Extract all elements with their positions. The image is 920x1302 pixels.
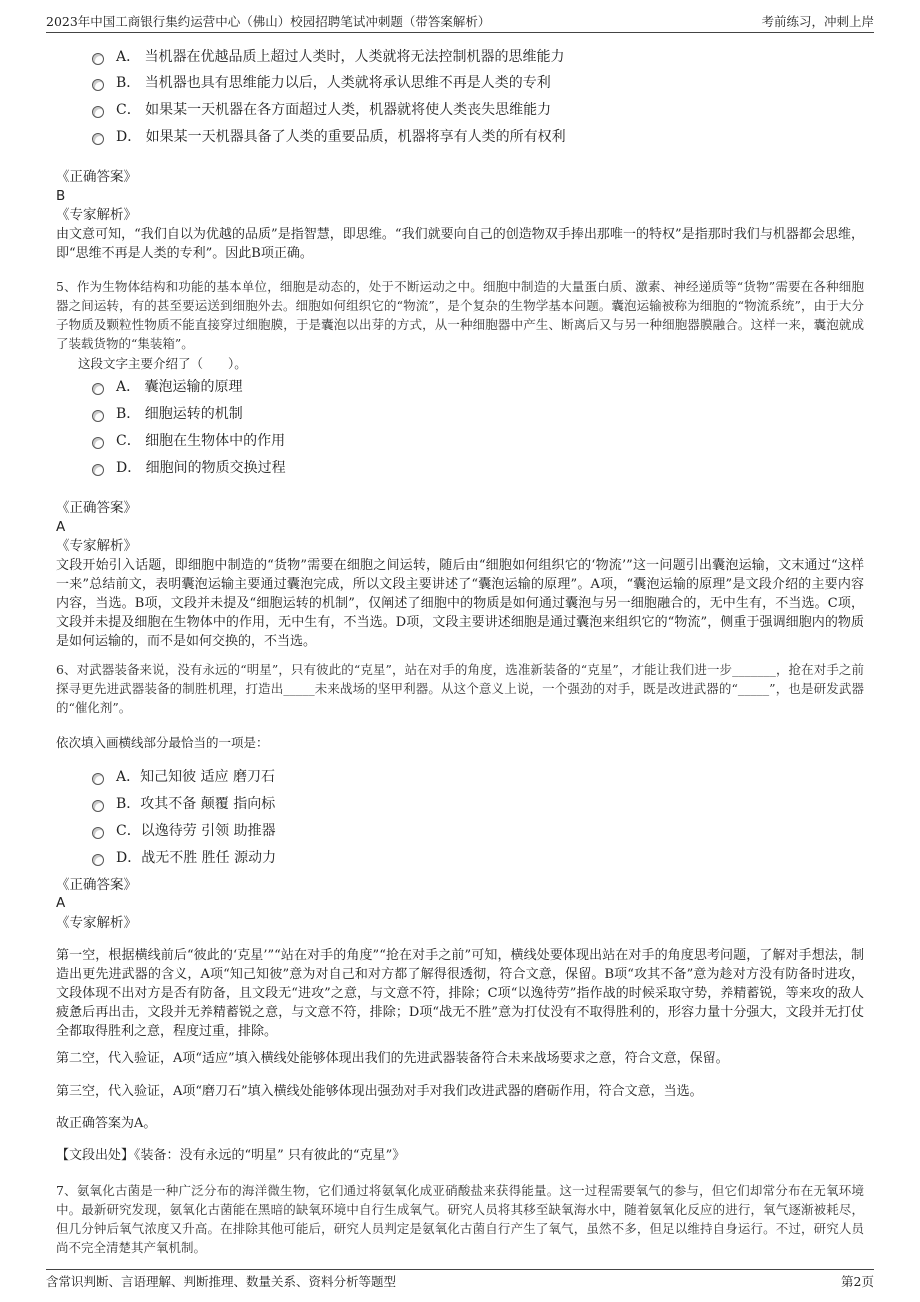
q6-analysis-p2: 第二空，代入验证，A项“适应”填入横线处能够体现出我们的先进武器装备符合未来战场要求之意，符合文意，保留。 <box>56 1051 729 1066</box>
q5-answer-label: 《正确答案》 <box>56 500 137 516</box>
q5-answer: A <box>56 519 66 535</box>
page-number: 第2页 <box>841 1274 874 1289</box>
radio-icon[interactable] <box>92 464 104 476</box>
radio-icon[interactable] <box>92 410 104 422</box>
q6-analysis-p3: 第三空，代入验证，A项“磨刀石”填入横线处能够体现出强劲对手对我们改进武器的磨砺作用，符合文意，当选。 <box>56 1084 703 1099</box>
q6-option-b[interactable]: B．攻其不备 颠覆 指向标 <box>92 793 275 813</box>
q4-answer-label: 《正确答案》 <box>56 169 137 185</box>
q4-option-d[interactable]: D． 如果某一天机器具备了人类的重要品质，机器将享有人类的所有权利 <box>92 126 566 146</box>
q6-question: 依次填入画横线部分最恰当的一项是： <box>56 735 269 750</box>
q5-stem: 5、作为生物体结构和功能的基本单位，细胞是动态的，处于不断运动之中。细胞中制造的大量蛋白质、激素、神经递质等“货物”需要在各种细胞器之间运转，有的甚至要运送到细胞外去。细胞如何组织它的“物流”，是个复杂的生物学基本问题。囊泡运输被称为细胞的“物流系统”，由于大分子物质及颗粒性物质不能直接穿过细胞膜，于是囊泡以出芽的方式，从一种细胞器中产生、断离后又与另一种细胞器膜融合。这样一来，囊泡就成了装载货物的“集装箱”。 <box>56 279 864 351</box>
q6-source: 【文段出处】《装备：没有永远的“明星” 只有彼此的“克星”》 <box>56 1148 406 1163</box>
page-header <box>46 8 874 33</box>
radio-icon[interactable] <box>92 773 104 785</box>
q6-option-a[interactable]: A．知己知彼 适应 磨刀石 <box>92 766 275 786</box>
radio-icon[interactable] <box>92 383 104 395</box>
q7-stem: 7、氨氧化古菌是一种广泛分布的海洋微生物，它们通过将氨氧化成亚硝酸盐来获得能量。这一过程需要氧气的参与，但它们却常分布在无氧环境中。最新研究发现，氨氧化古菌能在黑暗的缺氧环境中自行生成氧气。研究人员将其移至缺氧海水中，随着氨氧化反应的进行，氧气逐渐被耗尽，但几分钟后氧气浓度又升高。在排除其他可能后，研究人员判定是氨氧化古菌自行产生了氧气，虽然不多，但足以维持自身运行。不过，研究人员尚不完全清楚其产氧机制。 <box>56 1183 864 1255</box>
q6-option-c[interactable]: C．以逸待劳 引领 助推器 <box>92 820 276 840</box>
q4-analysis-label: 《专家解析》 <box>56 207 137 223</box>
radio-icon[interactable] <box>92 854 104 866</box>
q6-analysis-p4: 故正确答案为A。 <box>56 1116 157 1131</box>
q6-answer-label: 《正确答案》 <box>56 877 137 893</box>
header-slogan: 考前练习，冲刺上岸 <box>761 14 874 29</box>
q6-analysis-p1: 第一空，根据横线前后“彼此的‘克星’”“站在对手的角度”“抢在对手之前”可知，横线处要体现出站在对手的角度思考问题，了解对手想法，制造出更先进武器的含义，A项“知己知彼”意为对自己和对方都了解得很透彻，符合文意，保留。B项“攻其不备”意为趁对方没有防备时进攻，文段体现不出对方是否有防备，且文段无“进攻”之意，与文意不符，排除；C项“以逸待劳”指作战的时候采取守势，养精蓄锐，等来攻的敌人疲惫后再出击，文段并无养精蓄锐之意，与文意不符，排除；D项“战无不胜”意为打仗没有不取得胜利的，形容力量十分强大，文段并无打仗全都取得胜利之意，程度过重，排除。 <box>56 948 864 1039</box>
header-title: 2023年中国工商银行集约运营中心（佛山）校园招聘笔试冲刺题（带答案解析） <box>46 14 491 29</box>
q5-analysis: 文段开始引入话题，即细胞中制造的“货物”需要在细胞之间运转，随后由“细胞如何组织它的‘物流’”这一问题引出囊泡运输，文末通过“这样一来”总结前文，表明囊泡运输主要通过囊泡完成，所以文段主要讲述了“囊泡运输的原理”。A项，“囊泡运输的原理”是文段介绍的主要内容内容，当选。B项，文段并未提及“细胞运转的机制”，仅阐述了细胞中的物质是如何通过囊泡与另一细胞融合的，无中生有，不当选。C项，文段并未提及细胞在生物体中的作用，无中生有，不当选。D项，文段主要讲述细胞是通过囊泡来组织它的“物流”，侧重于强调细胞内的物质是如何运输的，而不是如何交换的，不当选。 <box>56 558 864 649</box>
q6-answer: A <box>56 895 66 911</box>
q4-option-a[interactable]: A． 当机器在优越品质上超过人类时，人类就将无法控制机器的思维能力 <box>92 46 565 66</box>
radio-icon[interactable] <box>92 800 104 812</box>
q5-analysis-label: 《专家解析》 <box>56 538 137 554</box>
q5-option-a[interactable]: A． 囊泡运输的原理 <box>92 376 243 396</box>
q4-option-c[interactable]: C． 如果某一天机器在各方面超过人类，机器就将使人类丧失思维能力 <box>92 99 551 119</box>
footer-note: 含常识判断、言语理解、判断推理、数量关系、资料分析等题型 <box>46 1274 397 1289</box>
radio-icon[interactable] <box>92 437 104 449</box>
q5-option-b[interactable]: B． 细胞运转的机制 <box>92 403 243 423</box>
q5-option-c[interactable]: C． 细胞在生物体中的作用 <box>92 430 285 450</box>
q6-stem: 6、对武器装备来说，没有永远的“明星”，只有彼此的“克星”，站在对手的角度，选准新装备的“克星”，才能让我们进一步_______，抢在对手之前探寻更先进武器装备的制胜机理，打造出_____未来战场的坚甲利器。从这个意义上说，一个强劲的对手，既是改进武器的“_____”，也是研发武器的“催化剂”。 <box>56 662 864 715</box>
q5-question: 这段文字主要介绍了（ ）。 <box>78 356 247 371</box>
q4-answer: B <box>56 188 66 204</box>
radio-icon[interactable] <box>92 827 104 839</box>
radio-icon[interactable] <box>92 133 104 145</box>
q5-option-d[interactable]: D． 细胞间的物质交换过程 <box>92 457 286 477</box>
q4-option-b[interactable]: B． 当机器也具有思维能力以后，人类就将承认思维不再是人类的专利 <box>92 72 551 92</box>
q6-option-d[interactable]: D．战无不胜 胜任 源动力 <box>92 847 276 867</box>
page-footer <box>46 1269 874 1290</box>
radio-icon[interactable] <box>92 53 104 65</box>
q4-analysis: 由文意可知，“我们自以为优越的品质”是指智慧，即思维。“我们就要向自己的创造物双手捧出那唯一的特权”是指那时我们与机器都会思维，即“思维不再是人类的专利”。因此B项正确。 <box>56 227 864 261</box>
radio-icon[interactable] <box>92 106 104 118</box>
radio-icon[interactable] <box>92 79 104 91</box>
q6-analysis-label: 《专家解析》 <box>56 915 137 931</box>
